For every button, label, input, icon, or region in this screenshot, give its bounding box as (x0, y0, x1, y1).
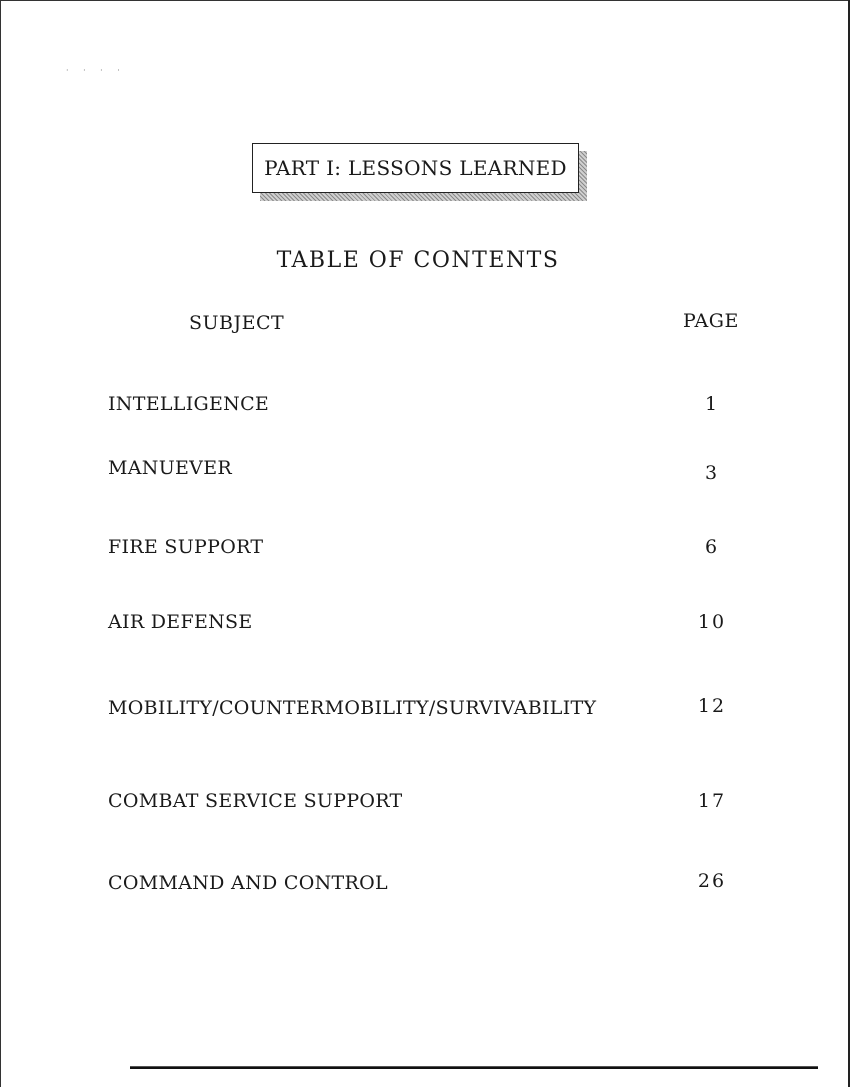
toc-entry-subject: AIR DEFENSE (108, 611, 253, 633)
toc-entry (0, 536, 850, 566)
toc-entry-page: 6 (704, 536, 720, 558)
toc-entry-page: 26 (697, 870, 727, 892)
bottom-rule (130, 1066, 818, 1069)
toc-entry-subject: COMBAT SERVICE SUPPORT (108, 790, 403, 812)
page-column-header: PAGE (683, 310, 739, 332)
toc-entry-page: 10 (697, 611, 727, 633)
toc-entry-page: 12 (697, 695, 727, 717)
page-border-top (0, 0, 850, 1)
toc-entry (0, 697, 850, 727)
toc-entry (0, 393, 850, 423)
part-title: PART I: LESSONS LEARNED (264, 156, 567, 180)
part-title-box (252, 143, 579, 193)
toc-entry-page: 17 (697, 790, 727, 812)
toc-entry-subject: MANUEVER (108, 457, 232, 479)
toc-heading: TABLE OF CONTENTS (276, 248, 560, 273)
toc-entry-page: 3 (704, 462, 720, 484)
toc-entry-subject: MOBILITY/COUNTERMOBILITY/SURVIVABILITY (108, 697, 597, 719)
toc-entry-page: 1 (704, 393, 720, 415)
toc-entry (0, 611, 850, 641)
subject-column-header: SUBJECT (189, 312, 285, 334)
toc-entry (0, 790, 850, 820)
toc-entry-subject: FIRE SUPPORT (108, 536, 264, 558)
toc-entry (0, 872, 850, 902)
toc-entry-subject: INTELLIGENCE (108, 393, 270, 415)
toc-entry-subject: COMMAND AND CONTROL (108, 872, 388, 894)
scan-specks: · · · · (66, 66, 126, 75)
toc-entry (0, 457, 850, 487)
